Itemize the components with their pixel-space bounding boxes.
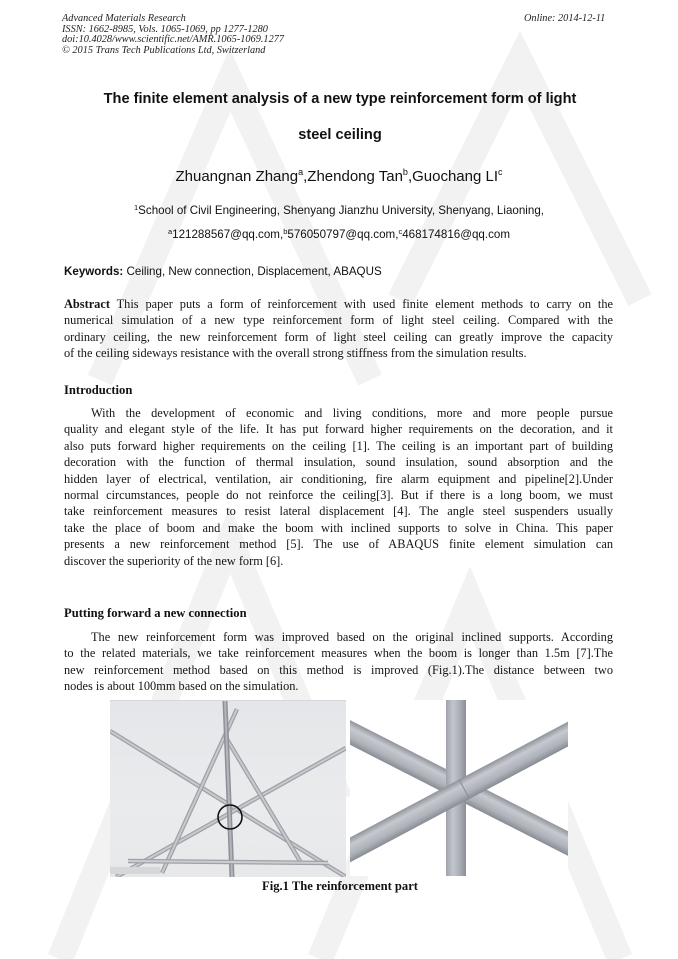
section-heading-introduction: Introduction <box>64 383 133 397</box>
email-address[interactable]: 121288567@qq.com <box>172 228 280 241</box>
introduction-body <box>64 405 613 569</box>
email-address[interactable]: 468174816@qq.com <box>402 228 511 241</box>
author-superscript: a <box>298 167 304 177</box>
figure-1-left-wireframe <box>110 700 346 877</box>
wireframe-drawing <box>110 701 346 877</box>
abstract-line <box>64 296 613 312</box>
abstract-label: Abstract <box>64 297 110 311</box>
author-superscript: c <box>498 167 503 177</box>
paper-title-line-1: The finite element analysis of a new type reinforcement form of light <box>103 91 577 107</box>
author-name: Guochang LI <box>412 168 499 185</box>
body-line: With the development of economic and living conditions, more and more people pursue <box>91 406 613 420</box>
email-separator: , <box>279 228 284 241</box>
paper-title-line-2: steel ceiling <box>298 127 382 143</box>
abstract-text: This paper puts a form of reinforcement with used finite element methods to carry on the <box>109 297 613 311</box>
email-superscript: b <box>283 227 288 236</box>
tube <box>225 736 300 861</box>
journal-header <box>62 14 284 56</box>
viewport-label <box>110 867 160 874</box>
email-separator: , <box>395 228 399 241</box>
body-line: hidden layer of electrical, ventilation, air conditioning, fire alarm equipment and pipeline[2].Under <box>64 471 613 486</box>
issn-line: ISSN: 1662-8985, Vols. 1065-1069, pp 1277-1280 <box>62 23 268 35</box>
body-line: quality and elegant style of the life. It has put forward higher requirements on the decoration, and it <box>64 422 613 437</box>
online-date: Online: 2014-12-11 <box>524 13 606 24</box>
body-line: also puts forward higher requirements on the ceiling [1]. The ceiling is an important part of building <box>64 438 613 453</box>
affiliation-superscript: 1 <box>134 203 139 212</box>
affiliation-text: School of Civil Engineering, Shenyang Jianzhu University, Shenyang, Liaoning, <box>138 204 544 217</box>
body-line: take reinforcement measures to resist lateral displacement [4]. The angle steel suspenders usually <box>64 504 613 519</box>
body-line: to the related materials, we take reinforcement measures when the boom is longer than 1.5m [7].The <box>64 646 613 661</box>
journal-name: Advanced Materials Research <box>62 13 186 24</box>
abstract-line: ordinary ceiling, the new reinforcement form of light steel ceiling can greatly improve the capacity <box>64 329 613 344</box>
doi-line[interactable]: doi:10.4028/www.scientific.net/AMR.1065-1069.1277 <box>62 34 285 46</box>
new-connection-body <box>64 629 613 695</box>
keywords <box>64 265 382 278</box>
author-name: Zhendong Tan <box>307 168 403 185</box>
body-line: new reinforcement method based on this method is improved (Fig.1).The distance between two <box>64 662 613 677</box>
keywords-text: Ceiling, New connection, Displacement, ABAQUS <box>123 265 382 278</box>
body-line: nodes is about 100mm based on the simulation. <box>64 679 299 694</box>
email-list <box>60 228 618 241</box>
copyright-line: © 2015 Trans Tech Publications Ltd, Switzerland <box>62 44 266 56</box>
abstract-line: of the ceiling sideways resistance with the overall strong stiffness from the simulation results. <box>64 346 527 361</box>
body-line: The new reinforcement form was improved based on the original inclined supports. According <box>91 630 613 644</box>
body-line: normal circumstances, people do not reinforce the ceiling[3]. But if there is a long boom, we must <box>64 487 613 502</box>
author-superscript: b <box>402 167 408 177</box>
body-line: discover the superiority of the new form [6]. <box>64 553 284 568</box>
email-superscript: a <box>167 227 173 236</box>
keywords-label: Keywords: <box>64 265 124 278</box>
figure-1-right-render <box>350 700 568 876</box>
section-heading-new-connection: Putting forward a new connection <box>64 606 247 620</box>
email-superscript: c <box>398 227 403 236</box>
author-name: Zhuangnan Zhang <box>175 168 299 185</box>
render-drawing <box>350 700 568 876</box>
abstract <box>64 296 613 362</box>
affiliation <box>60 204 618 217</box>
author-separator: , <box>303 168 308 185</box>
email-address[interactable]: 576050797@qq.com <box>287 228 396 241</box>
author-separator: , <box>407 168 413 185</box>
body-line: decoration with the function of thermal insulation, sound insulation, sound absorption and the <box>64 455 613 470</box>
author-list <box>60 168 618 185</box>
abstract-line: numerical simulation of a new type reinforcement form of light steel ceiling. Compared with the <box>64 313 613 328</box>
body-line: take the place of boom and make the boom with inclined supports to solve in China. This paper <box>64 520 613 535</box>
figure-caption: Fig.1 The reinforcement part <box>262 879 418 893</box>
body-line: presents a new reinforcement method [5]. The use of ABAQUS finite element simulation can <box>64 537 613 552</box>
